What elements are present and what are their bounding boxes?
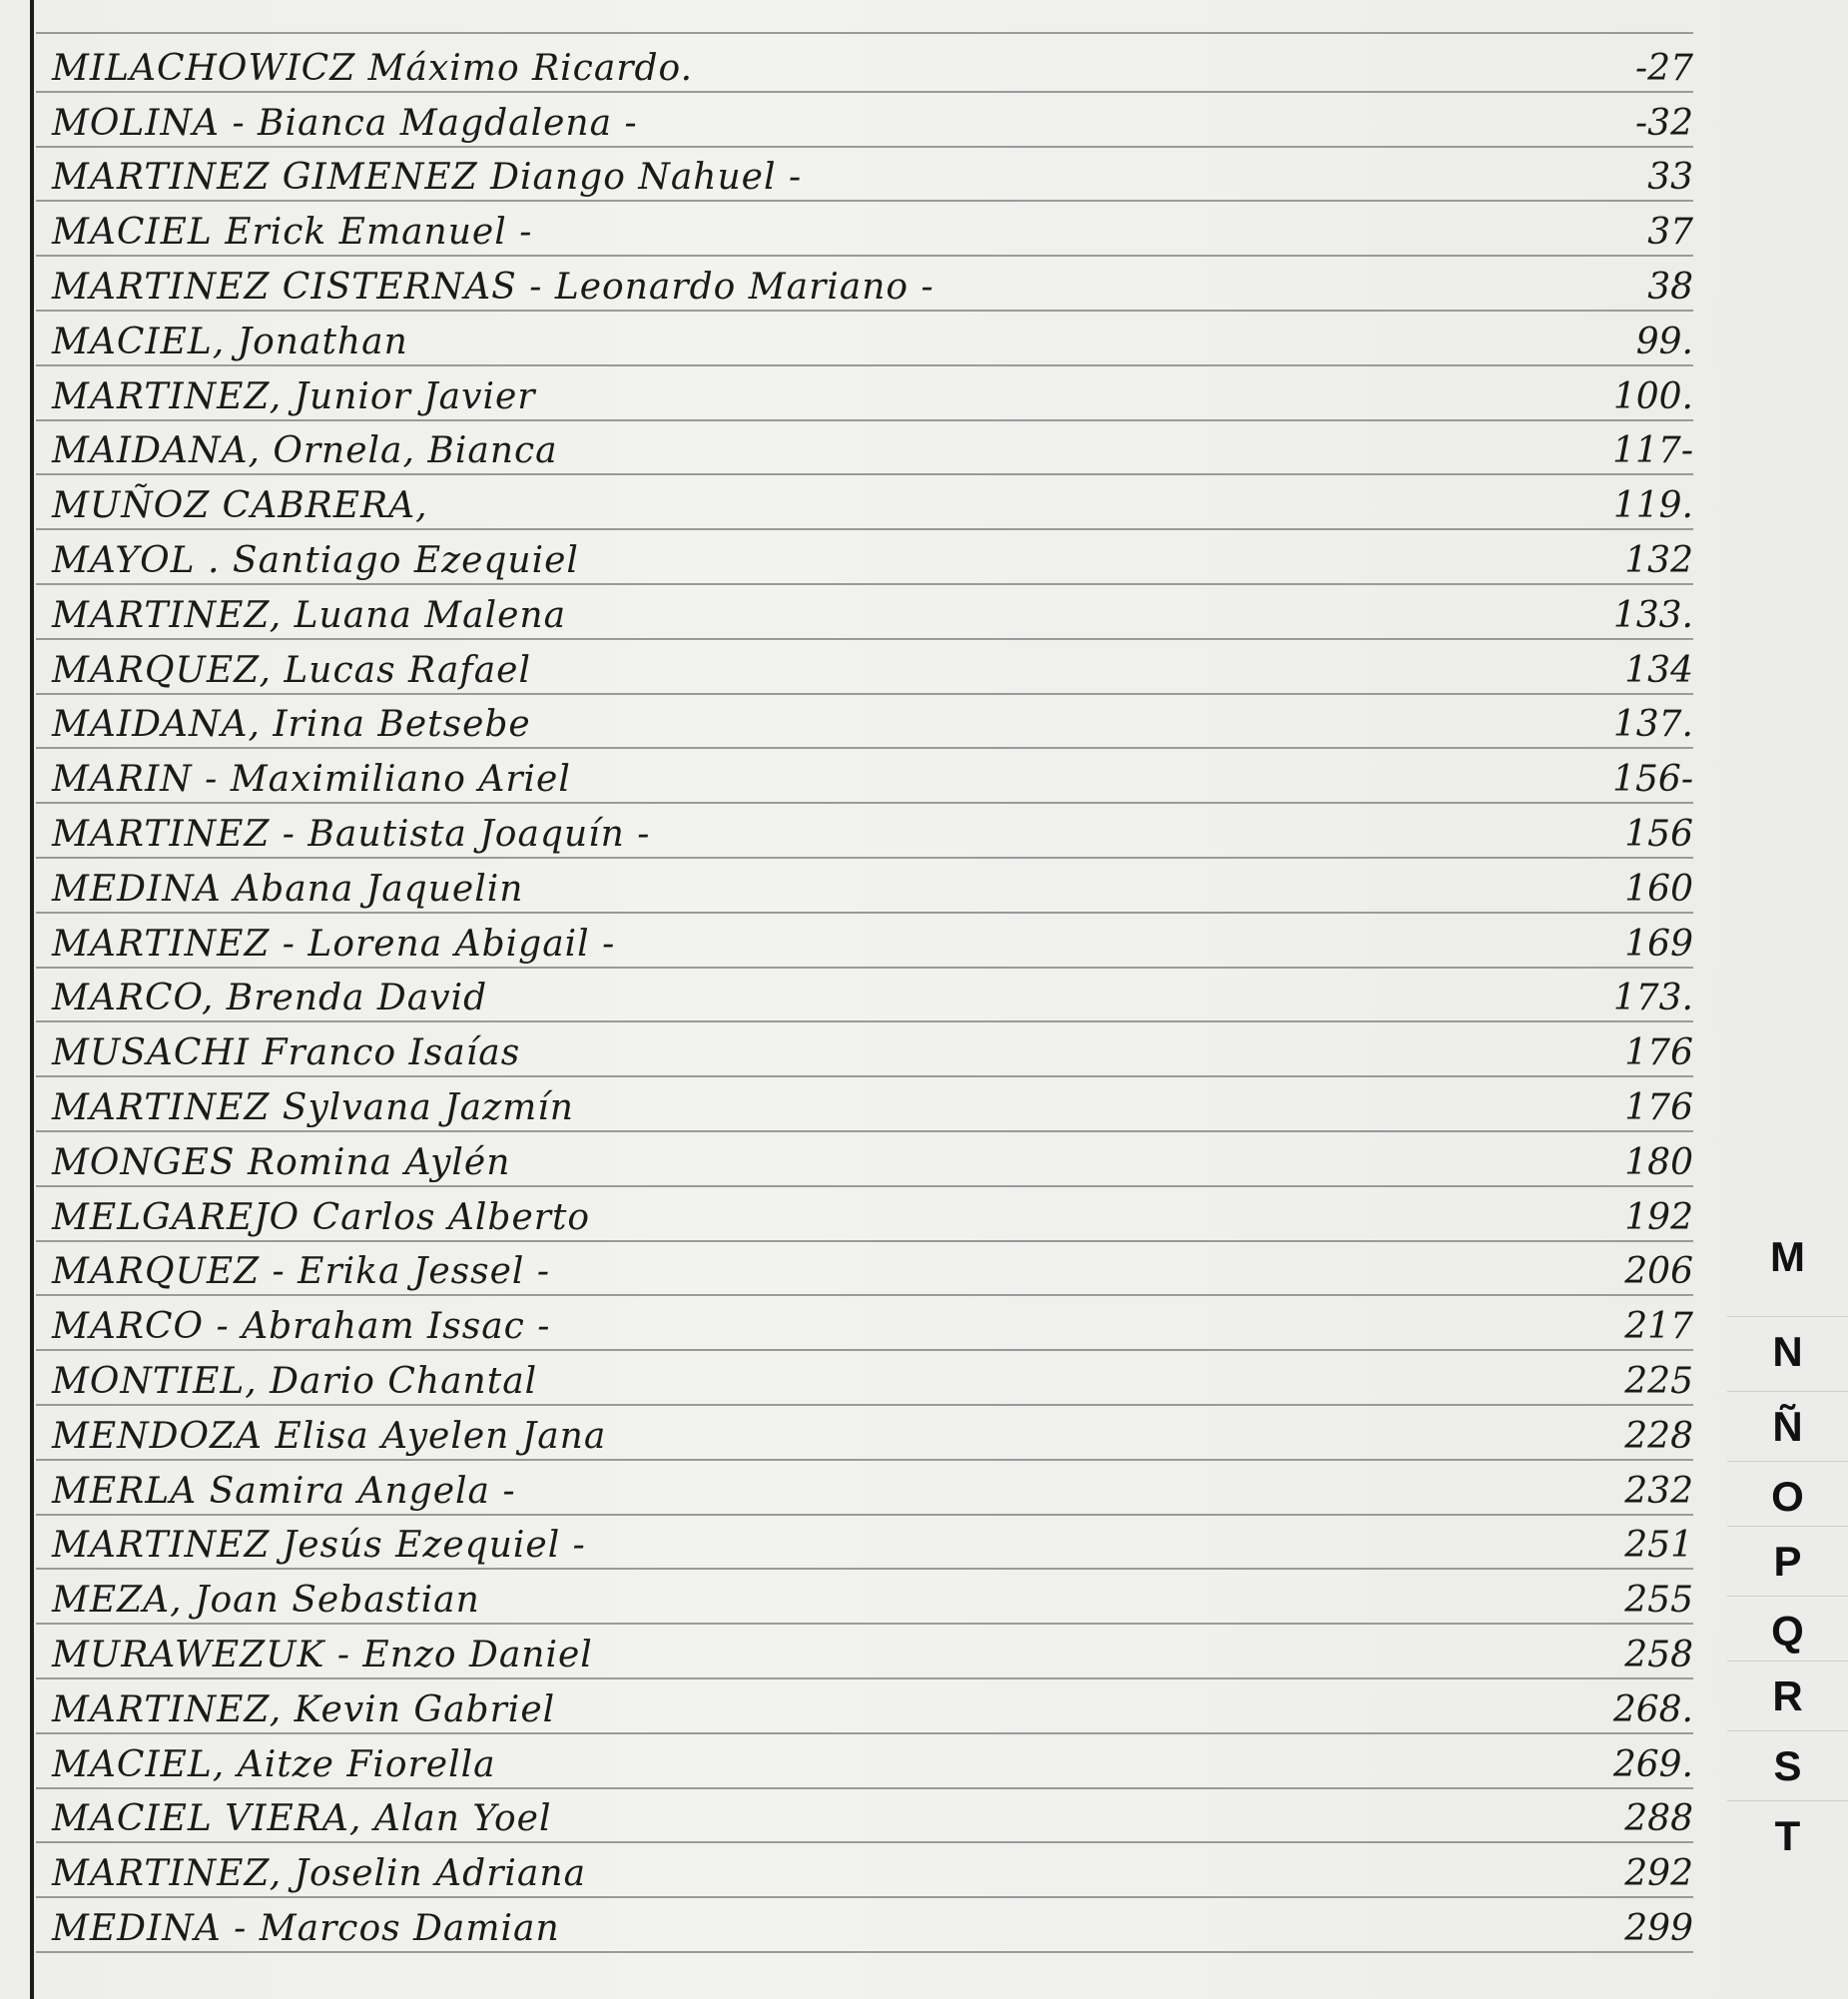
student-name: MARTINEZ - Lorena Abigail - [52,923,616,965]
student-name: MEDINA - Marcos Damian [52,1907,560,1949]
student-name: MILACHOWICZ Máximo Ricardo. [52,47,694,89]
page-number: 192 [1624,1196,1693,1238]
page-number: 137. [1612,704,1693,746]
index-tab-7[interactable]: R [1772,1672,1803,1719]
student-name: MAIDANA, Ornela, Bianca [52,430,558,472]
student-name: MARCO - Abraham Issac - [52,1306,551,1348]
list-item [36,859,1693,914]
page-number: 232 [1624,1470,1693,1512]
page-number: 37 [1647,212,1693,254]
list-item [36,585,1693,640]
student-name: MAYOL . Santiago Ezequiel [52,539,579,581]
page-number: 117- [1612,430,1693,472]
list-item [36,1406,1693,1461]
list-item [36,1570,1693,1625]
page-number: 99. [1635,321,1693,362]
list-item [36,530,1693,585]
list-item [36,969,1693,1023]
list-item [36,1132,1693,1187]
list-item [36,1296,1693,1351]
page-number: 292 [1624,1853,1693,1895]
page-number: 156- [1612,759,1693,801]
list-item [36,1625,1693,1679]
tab-divider [1727,1316,1848,1317]
page-number: 38 [1647,266,1693,308]
page-number: 176 [1624,1032,1693,1074]
student-name: MARIN - Maximiliano Ariel [52,759,571,801]
page-number: 206 [1624,1251,1693,1293]
list-item [36,1351,1693,1406]
student-name: MONGES Romina Aylén [52,1141,511,1183]
page-number: 156 [1624,813,1693,855]
list-item [36,202,1693,257]
list-item [36,1734,1693,1789]
index-tab-3[interactable]: Ñ [1772,1403,1803,1450]
index-tab-5[interactable]: P [1773,1538,1802,1585]
page-number: 119. [1612,485,1693,527]
page-number: 160 [1624,868,1693,910]
student-name: MARTINEZ, Kevin Gabriel [52,1688,556,1730]
student-name: MOLINA - Bianca Magdalena - [52,102,638,144]
list-item [36,1187,1693,1242]
list-item [36,1461,1693,1516]
page-number: 258 [1624,1634,1693,1675]
tab-divider [1727,1526,1848,1527]
student-name: MARTINEZ Jesús Ezequiel - [52,1525,586,1567]
list-item [36,93,1693,148]
index-tab-9[interactable]: T [1774,1812,1801,1859]
list-item [36,1679,1693,1734]
page-number: -27 [1635,47,1693,89]
list-item [36,38,1693,93]
student-name: MONTIEL, Dario Chantal [52,1360,538,1402]
list-item [36,1843,1693,1898]
student-name: MARQUEZ - Erika Jessel - [52,1251,550,1293]
name-index-list [0,38,1697,1953]
student-name: MARCO, Brenda David [52,978,488,1019]
index-tab-2[interactable]: N [1772,1328,1803,1375]
page-number: 134 [1624,649,1693,691]
tab-divider [1727,1461,1848,1462]
tab-divider [1727,1596,1848,1597]
list-item [36,366,1693,421]
student-name: MARTINEZ Sylvana Jazmín [52,1086,574,1128]
list-item [36,475,1693,530]
list-item [36,749,1693,804]
student-name: MARQUEZ, Lucas Rafael [52,649,531,691]
student-name: MERLA Samira Angela - [52,1470,516,1512]
student-name: MARTINEZ, Junior Javier [52,375,536,417]
student-name: MURAWEZUK - Enzo Daniel [52,1634,593,1675]
tab-divider [1727,1730,1848,1731]
student-name: MARTINEZ, Luana Malena [52,594,567,636]
tab-divider [1727,1661,1848,1662]
page-number: 217 [1624,1306,1693,1348]
list-item [36,1022,1693,1077]
list-item [36,804,1693,859]
list-item [36,640,1693,695]
list-item [36,257,1693,312]
student-name: MACIEL Erick Emanuel - [52,212,533,254]
student-name: MEZA, Joan Sebastian [52,1580,480,1622]
student-name: MARTINEZ - Bautista Joaquín - [52,813,651,855]
list-item [36,1516,1693,1571]
page-number: 169 [1624,923,1693,965]
index-tab-1[interactable]: M [1770,1233,1805,1280]
student-name: MELGAREJO Carlos Alberto [52,1196,591,1238]
index-tab-6[interactable]: Q [1771,1608,1804,1655]
student-name: MAIDANA, Irina Betsebe [52,704,531,746]
list-item [36,1077,1693,1132]
student-name: MACIEL, Aitze Fiorella [52,1743,496,1785]
student-name: MEDINA Abana Jaquelin [52,868,524,910]
student-name: MACIEL, Jonathan [52,321,408,362]
page-number: 299 [1624,1907,1693,1949]
page-number: 225 [1624,1360,1693,1402]
student-name: MACIEL VIERA, Alan Yoel [52,1798,552,1840]
list-item [36,1242,1693,1297]
page-number: 100. [1612,375,1693,417]
list-item [36,148,1693,203]
page-number: 228 [1624,1415,1693,1457]
page-number: 176 [1624,1086,1693,1128]
alphabet-index-tabs [1727,1198,1847,1999]
list-item [36,312,1693,366]
index-tab-8[interactable]: S [1773,1742,1802,1789]
page-number: 269. [1612,1743,1693,1785]
page-number: 33 [1647,157,1693,199]
student-name: MARTINEZ GIMENEZ Diango Nahuel - [52,157,803,199]
student-name: MARTINEZ CISTERNAS - Leonardo Mariano - [52,266,934,308]
page-number: 132 [1624,539,1693,581]
list-item [36,421,1693,476]
page-number: 133. [1612,594,1693,636]
student-name: MUÑOZ CABRERA, [52,485,428,527]
page-number: 180 [1624,1141,1693,1183]
list-item [36,914,1693,969]
tab-divider [1727,1391,1848,1392]
list-item [36,695,1693,750]
top-rule [36,32,1693,34]
student-name: MENDOZA Elisa Ayelen Jana [52,1415,607,1457]
page-number: 251 [1624,1525,1693,1567]
list-item [36,1898,1693,1953]
page-number: 268. [1612,1688,1693,1730]
page-number: 255 [1624,1580,1693,1622]
tab-divider [1727,1800,1848,1801]
page-number: -32 [1635,102,1693,144]
student-name: MARTINEZ, Joselin Adriana [52,1853,587,1895]
page-number: 173. [1612,978,1693,1019]
list-item [36,1789,1693,1844]
index-tab-4[interactable]: O [1771,1473,1804,1520]
page-number: 288 [1624,1798,1693,1840]
student-name: MUSACHI Franco Isaías [52,1032,521,1074]
